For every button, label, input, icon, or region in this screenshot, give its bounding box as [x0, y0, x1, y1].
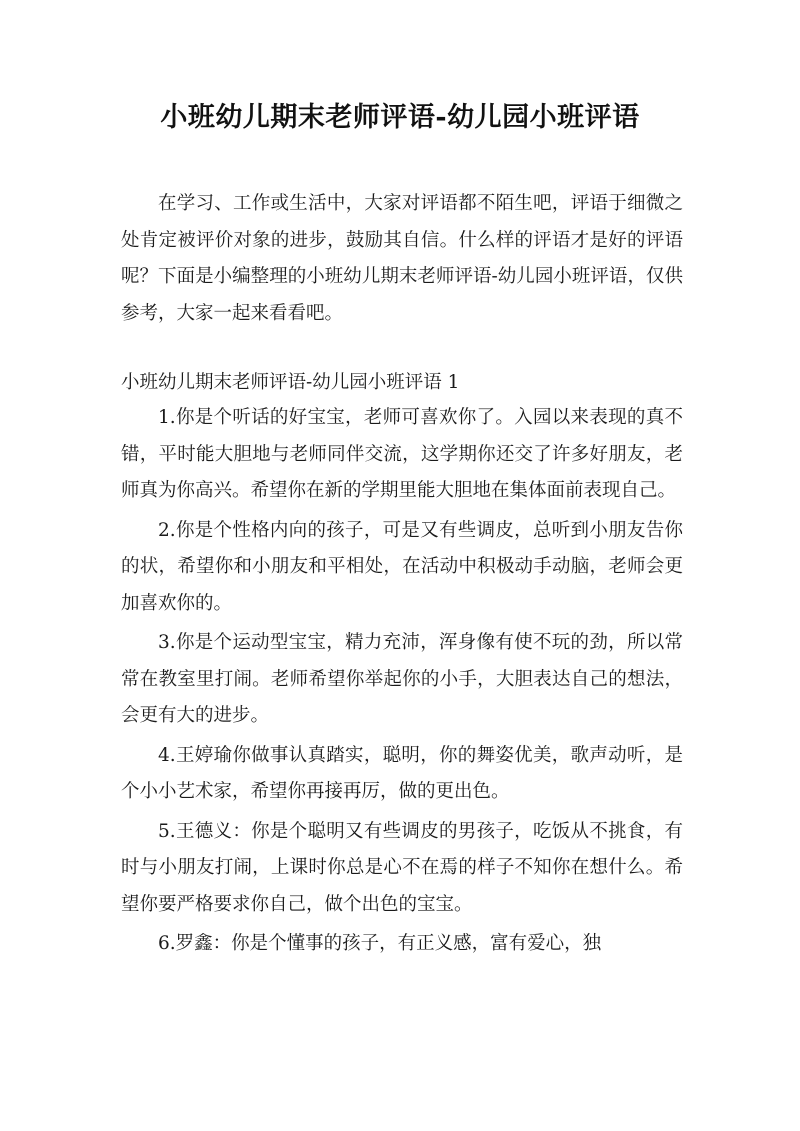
- comment-item-6: 6.罗鑫：你是个懂事的孩子，有正义感，富有爱心，独: [158, 933, 602, 954]
- comment-item-4: 4.王婷瑜你做事认真踏实，聪明，你的舞姿优美，歌声动听，是个小小艺术家，希望你再接再厉，做的更出色。: [121, 744, 683, 802]
- section-heading: 小班幼儿期末老师评语-幼儿园小班评语 1: [121, 372, 460, 393]
- comment-item-2: 2.你是个性格内向的孩子，可是又有些调皮，总听到小朋友告你的状，希望你和小朋友和平相处，在活动中积极动手动脑，老师会更加喜欢你的。: [121, 519, 683, 614]
- document-body: [121, 186, 683, 966]
- comment-item-1: 1.你是个听话的好宝宝，老师可喜欢你了。入园以来表现的真不错，平时能大胆地与老师同伴交流，这学期你还交了许多好朋友，老师真为你高兴。希望你在新的学期里能大胆地在集体面前表现自己。: [121, 407, 683, 501]
- intro-paragraph: 在学习、工作或生活中，大家对评语都不陌生吧，评语于细微之处肯定被评价对象的进步，鼓励其自信。什么样的评语才是好的评语呢？下面是小编整理的小班幼儿期末老师评语-幼儿园小班评语，仅供参考，大家一起来看看吧。: [121, 193, 683, 324]
- comment-item-3: 3.你是个运动型宝宝，精力充沛，浑身像有使不玩的劲，所以常常在教室里打闹。老师希望你举起你的小手，大胆表达自己的想法，会更有大的进步。: [121, 632, 683, 726]
- document-title: 小班幼儿期末老师评语-幼儿园小班评语: [160, 102, 640, 133]
- comment-item-5: 5.王德义：你是个聪明又有些调皮的男孩子，吃饭从不挑食，有时与小朋友打闹，上课时你总是心不在焉的样子不知你在想什么。希望你要严格要求你自己，做个出色的宝宝。: [121, 820, 683, 915]
